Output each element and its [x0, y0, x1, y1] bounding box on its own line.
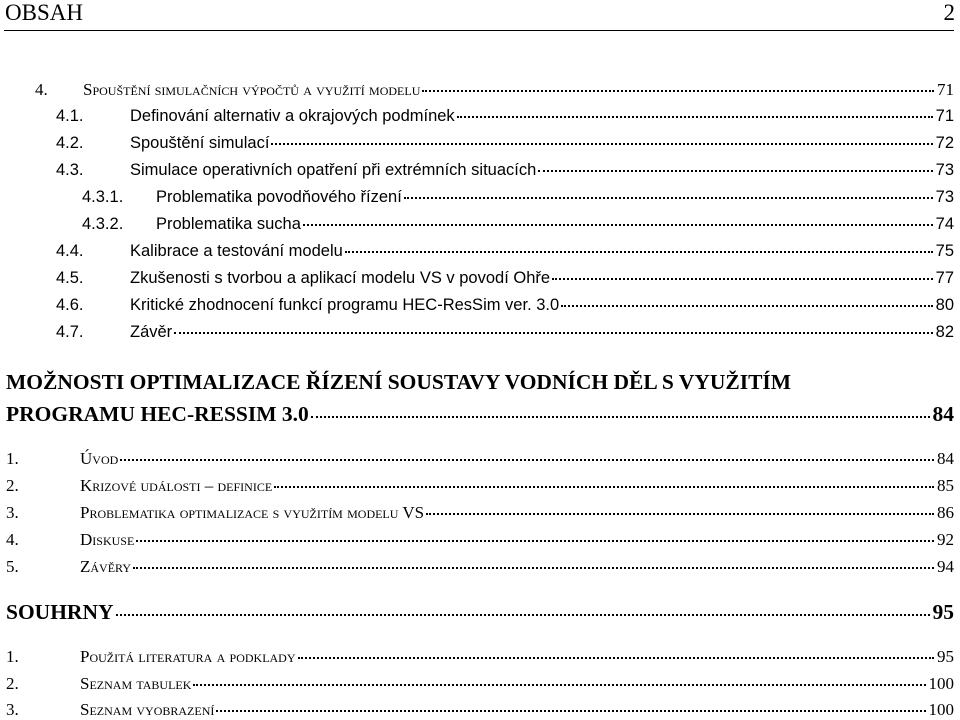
dot-leader: [426, 513, 934, 515]
toc-page: 74: [935, 215, 954, 233]
dot-leader: [345, 251, 933, 253]
toc-page: 75: [935, 242, 954, 260]
toc-page: 77: [935, 269, 954, 287]
toc-part-title: SOUHRNY: [6, 600, 114, 624]
toc-label: Kalibrace a testování modelu: [130, 242, 343, 260]
dot-leader: [311, 416, 930, 418]
toc-entry-p2-2[interactable]: [6, 476, 954, 496]
dot-leader: [271, 143, 932, 145]
toc-number: 4.3.: [56, 161, 84, 179]
toc-label: Závěr: [130, 323, 173, 341]
toc-page: 82: [935, 323, 954, 341]
toc-page: 84: [937, 449, 954, 468]
toc-entry-4-5[interactable]: [56, 269, 954, 288]
dot-leader: [274, 486, 934, 488]
toc-entry-4-1[interactable]: [56, 107, 954, 126]
dot-leader: [538, 170, 932, 172]
toc-entry-p2-3[interactable]: [6, 503, 954, 523]
dot-leader: [422, 90, 934, 92]
toc-label: Definování alternativ a okrajových podmínek: [130, 107, 455, 125]
toc-part-souhrny[interactable]: [6, 600, 954, 625]
toc-part-title-line1[interactable]: MOŽNOSTI OPTIMALIZACE ŘÍZENÍ SOUSTAVY VODNÍCH DĚL S VYUŽITÍM: [6, 370, 792, 394]
toc-page: 85: [937, 476, 954, 495]
toc-part-title-line2: PROGRAMU HEC-RESSIM 3.0: [6, 402, 309, 426]
toc-entry-4[interactable]: [35, 80, 954, 100]
toc-entry-4-3-1[interactable]: [82, 188, 954, 207]
toc-label: Krizové události – definice: [80, 476, 273, 495]
toc-page: 73: [935, 161, 954, 179]
header-page-number: 2: [943, 0, 955, 25]
toc-label: Seznam tabulek: [80, 674, 192, 693]
dot-leader: [174, 332, 932, 334]
toc-page: 73: [935, 188, 954, 206]
toc-page: 84: [932, 402, 954, 426]
toc-number: 4.3.1.: [82, 188, 124, 206]
toc-entry-4-4[interactable]: [56, 242, 954, 261]
toc-page: 95: [932, 600, 954, 624]
dot-leader: [136, 540, 934, 542]
toc-entry-p3-2[interactable]: [6, 674, 954, 694]
toc-page: 71: [937, 80, 954, 99]
page-header: [5, 0, 955, 29]
toc-number: 4.7.: [56, 323, 84, 341]
toc-label: Diskuse: [80, 530, 135, 549]
toc-entry-p2-5[interactable]: [6, 557, 954, 577]
toc-label: Úvod: [80, 449, 119, 468]
toc-entry-p2-4[interactable]: [6, 530, 954, 550]
toc-entry-p3-1[interactable]: [6, 647, 954, 667]
toc-number: 4.1.: [56, 107, 84, 125]
toc-number: 2.: [6, 674, 19, 693]
toc-label: Problematika optimalizace s využitím modelu VS: [80, 503, 425, 522]
dot-leader: [216, 710, 925, 712]
toc-number: 4.6.: [56, 296, 84, 314]
toc-number: 4.2.: [56, 134, 84, 152]
toc-page: 80: [935, 296, 954, 314]
toc-entry-4-2[interactable]: [56, 134, 954, 153]
toc-number: 2.: [6, 476, 19, 495]
dot-leader: [193, 684, 925, 686]
toc-label: Závěry: [80, 557, 132, 576]
toc-label: Problematika povodňového řízení: [156, 188, 402, 206]
toc-number: 4.4.: [56, 242, 84, 260]
toc-entry-4-7[interactable]: [56, 323, 954, 342]
toc-label: Použitá literatura a podklady: [80, 647, 296, 666]
header-rule: [4, 30, 954, 31]
toc-label: Spouštění simulačních výpočtů a využití modelu: [83, 80, 421, 99]
toc-part-entry[interactable]: [6, 402, 954, 427]
dot-leader: [457, 116, 933, 118]
toc-label: Zkušenosti s tvorbou a aplikací modelu VS v povodí Ohře: [130, 269, 551, 287]
toc-label: Kritické zhodnocení funkcí programu HEC-ResSim ver. 3.0: [130, 296, 560, 314]
toc-page: 72: [935, 134, 954, 152]
dot-leader: [552, 278, 933, 280]
toc-number: 4.3.2.: [82, 215, 124, 233]
toc-entry-4-6[interactable]: [56, 296, 954, 315]
toc-page: 92: [937, 530, 954, 549]
dot-leader: [116, 614, 930, 616]
header-title: OBSAH: [5, 0, 83, 25]
toc-label: Simulace operativních opatření při extrémních situacích: [130, 161, 537, 179]
toc-entry-4-3-2[interactable]: [82, 215, 954, 234]
toc-number: 3.: [6, 503, 19, 522]
toc-entry-p3-3[interactable]: [6, 700, 954, 720]
toc-number: 1.: [6, 449, 19, 468]
toc-label: Seznam vyobrazení: [80, 700, 215, 719]
dot-leader: [561, 305, 932, 307]
toc-number: 4.5.: [56, 269, 84, 287]
toc-page: 95: [937, 647, 954, 666]
toc-number: 4.: [35, 80, 48, 99]
toc-page: 86: [937, 503, 954, 522]
dot-leader: [303, 224, 933, 226]
toc-number: 5.: [6, 557, 19, 576]
toc-page: 71: [935, 107, 954, 125]
toc-label: Problematika sucha: [156, 215, 301, 233]
toc-entry-4-3[interactable]: [56, 161, 954, 180]
toc-number: 1.: [6, 647, 19, 666]
toc-number: 3.: [6, 700, 19, 719]
toc-number: 4.: [6, 530, 19, 549]
dot-leader: [404, 197, 933, 199]
toc-label: Spouštění simulací: [130, 134, 270, 152]
toc-entry-p2-1[interactable]: [6, 449, 954, 469]
dot-leader: [133, 567, 934, 569]
dot-leader: [120, 459, 934, 461]
dot-leader: [298, 657, 934, 659]
toc-page: 100: [928, 700, 954, 719]
toc-page: 100: [928, 674, 954, 693]
toc-page: 94: [937, 557, 954, 576]
